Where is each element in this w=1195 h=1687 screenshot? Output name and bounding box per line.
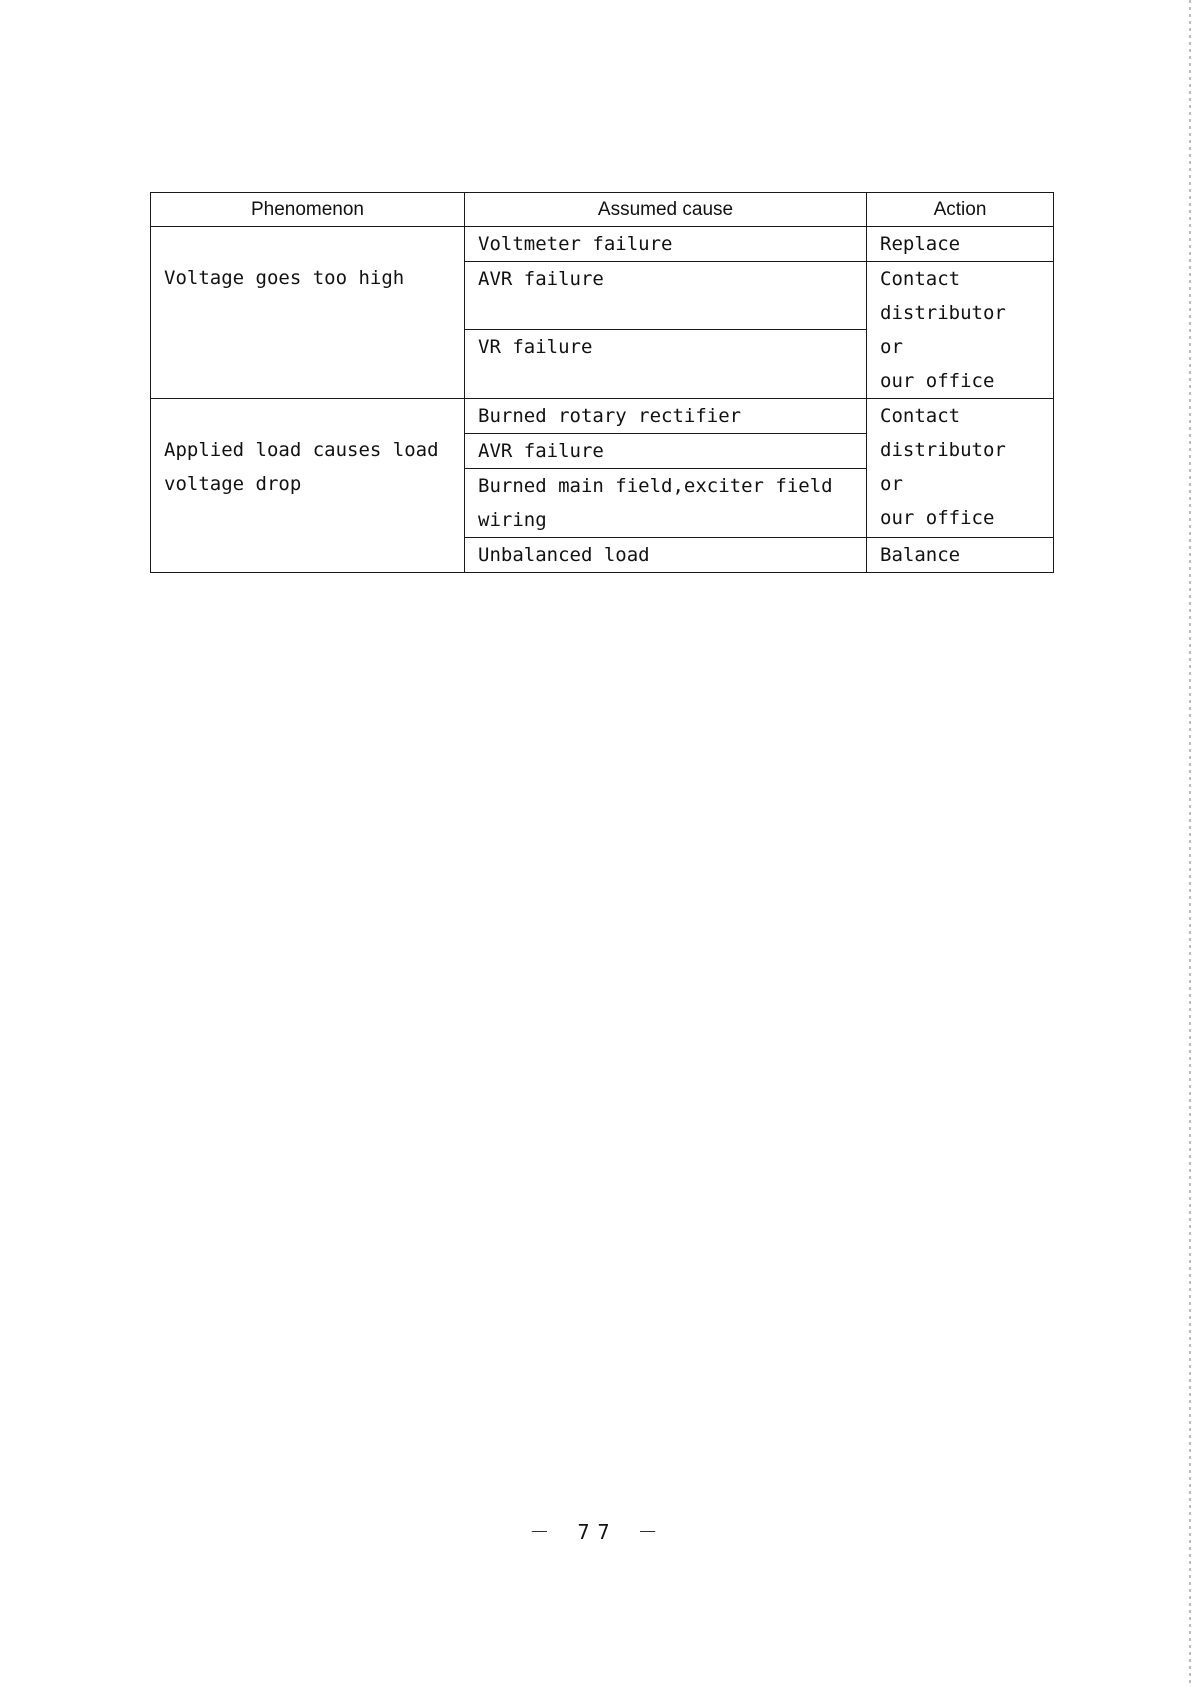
phenomenon-cell: Voltage goes too high (151, 227, 465, 399)
table-row (151, 227, 1054, 262)
cause-cell: VR failure (465, 330, 867, 399)
header-phenomenon: Phenomenon (151, 193, 465, 227)
action-cell: Replace (867, 227, 1054, 262)
cause-cell: Unbalanced load (465, 538, 867, 573)
cause-cell: Voltmeter failure (465, 227, 867, 262)
action-cell: Contact distributor or our office (867, 262, 1054, 399)
header-action: Action (867, 193, 1054, 227)
page-number: － 77 － (529, 1520, 666, 1544)
scan-edge-divider (1189, 0, 1191, 1687)
cause-cell: Burned rotary rectifier (465, 399, 867, 434)
table-header-row (151, 193, 1054, 227)
cause-cell: AVR failure (465, 262, 867, 330)
action-cell: Contact distributor or our office (867, 399, 1054, 538)
cause-cell: AVR failure (465, 434, 867, 469)
action-cell: Balance (867, 538, 1054, 573)
phenomenon-cell: Applied load causes load voltage drop (151, 399, 465, 573)
header-assumed-cause: Assumed cause (465, 193, 867, 227)
troubleshooting-table (150, 192, 1054, 573)
table-row (151, 399, 1054, 434)
cause-cell: Burned main field,exciter field wiring (465, 469, 867, 538)
